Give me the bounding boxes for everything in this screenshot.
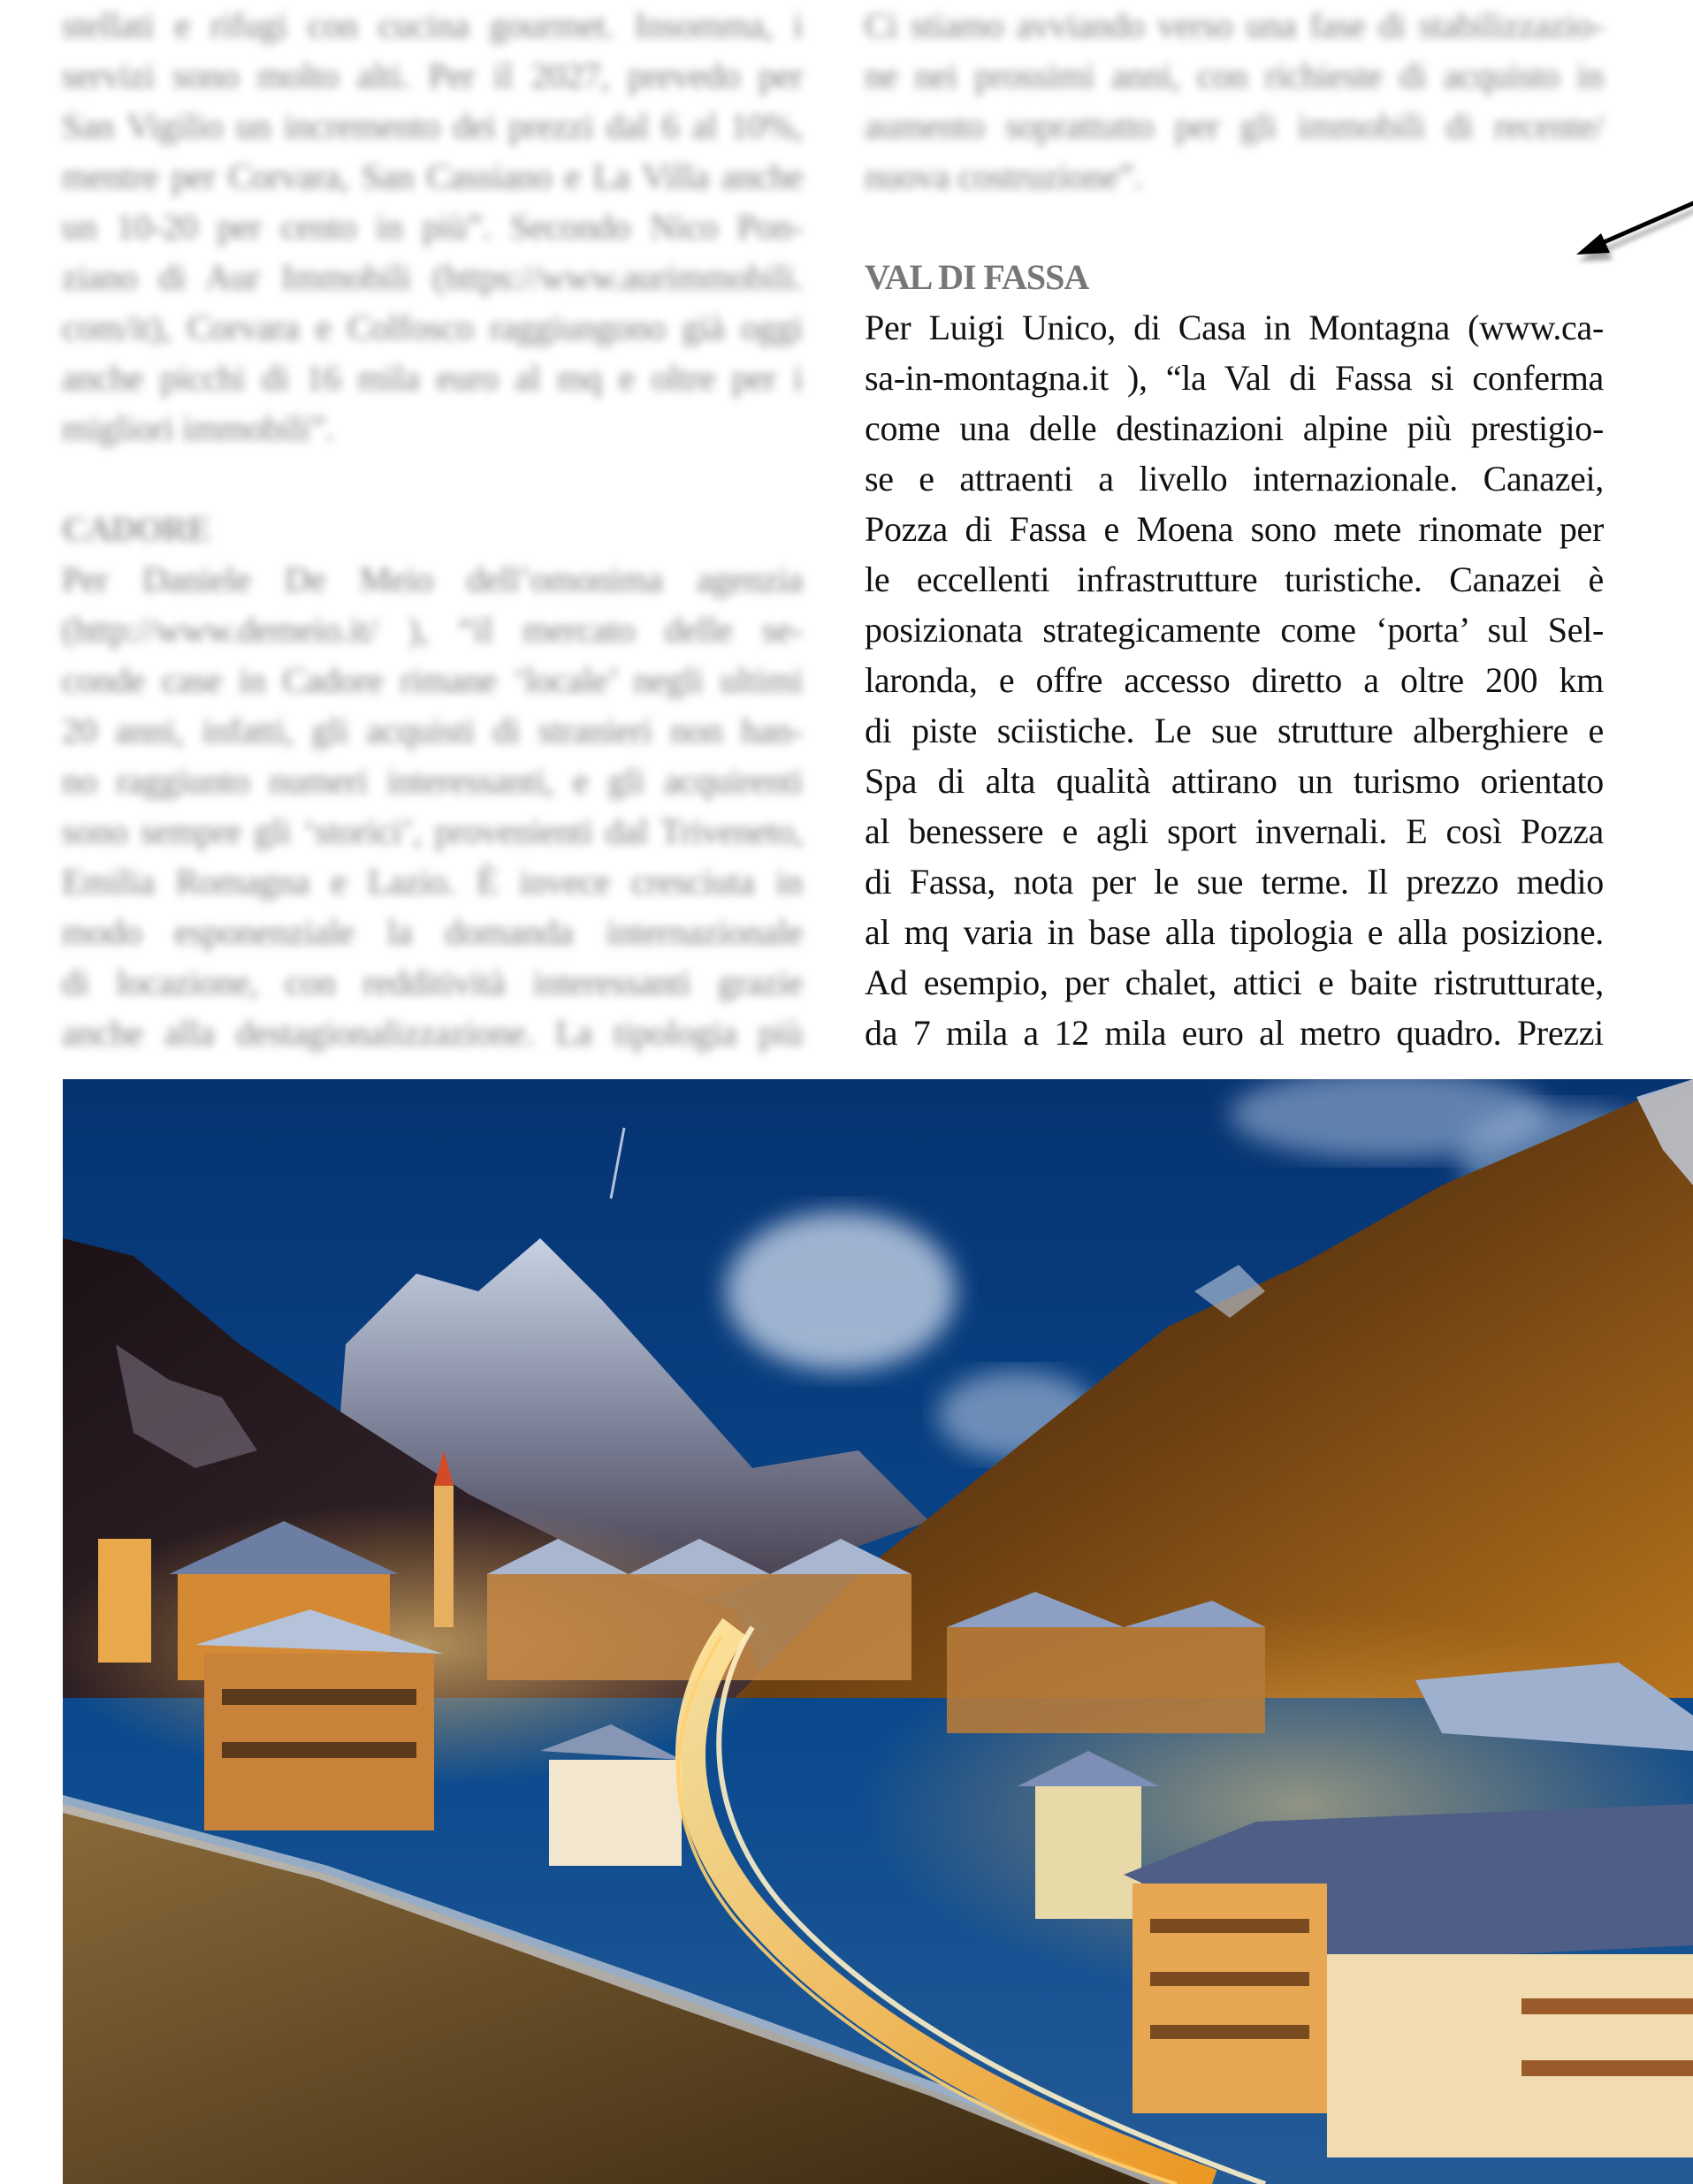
village-night-photo xyxy=(63,1079,1693,2184)
text-line: com/it), Corvara e Colfosco raggiungono già oggi xyxy=(62,308,803,347)
text-line: San Vigilio un incremento dei prezzi dal 6 al 10%, xyxy=(62,106,803,146)
arrow-pointer-icon xyxy=(1569,194,1693,265)
text-line: Ad esempio, per chalet, attici e baite ristrutturate, xyxy=(865,963,1604,1002)
paragraph-gap xyxy=(62,453,803,504)
text-line: posizionata strategicamente come ‘porta’ sul Sel- xyxy=(865,610,1604,650)
text-line: modo esponenziale la domanda internazionale xyxy=(62,912,803,952)
text-line: come una delle destinazioni alpine più prestigio- xyxy=(865,408,1604,448)
val-di-fassa-paragraph xyxy=(865,302,1604,1058)
text-line: laronda, e offre accesso diretto a oltre 200 km xyxy=(865,660,1604,700)
text-line: anche alla destagionalizzazione. La tipologia più xyxy=(62,1013,803,1053)
text-line: conde case in Cadore rimane ‘locale’ negli ultimi xyxy=(62,660,803,700)
text-line: (http://www.demeio.it/ ), “il mercato delle se- xyxy=(62,610,803,650)
text-line: sono sempre gli ‘storici’, provenienti dal Triveneto, xyxy=(62,811,803,851)
text-line: un 10-20 per cento in più”. Secondo Nico Pon- xyxy=(62,207,803,247)
text-line: da 7 mila a 12 mila euro al metro quadro. Prezzi xyxy=(865,1013,1604,1053)
text-line: no raggiunto numeri interessanti, e gli acquirenti xyxy=(62,761,803,801)
text-line: servizi sono molto alti. Per il 2027, prevedo per xyxy=(62,56,803,95)
text-line: nuova costruzione”. xyxy=(865,156,1143,196)
text-line: stellati e rifugi con cucina gourmet. Insomma, i xyxy=(62,5,803,45)
cadore-paragraph xyxy=(62,554,803,1058)
text-line: Per Luigi Unico, di Casa in Montagna (www.ca- xyxy=(865,308,1604,347)
text-line: di Fassa, nota per le sue terme. Il prezzo medio xyxy=(865,862,1604,902)
text-line: sa-in-montagna.it ), “la Val di Fassa si conferma xyxy=(865,358,1604,398)
text-line: anche picchi di 16 mila euro al mq e oltre per i xyxy=(62,358,803,398)
text-line: Spa di alta qualità attirano un turismo orientato xyxy=(865,761,1604,801)
text-line: mentre per Corvara, San Cassiano e La Villa anche xyxy=(62,156,803,196)
text-line: al benessere e agli sport invernali. E così Pozza xyxy=(865,811,1604,851)
text-line: ne nei prossimi anni, con richieste di acquisto in xyxy=(865,56,1604,95)
left-column-blurred xyxy=(62,0,803,1058)
text-line: migliori immobili”. xyxy=(62,408,334,448)
text-line: al mq varia in base alla tipologia e alla posizione. xyxy=(865,912,1604,952)
text-line: Pozza di Fassa e Moena sono mete rinomate per xyxy=(865,509,1604,549)
text-line: se e attraenti a livello internazionale. Canazei, xyxy=(865,459,1604,498)
text-line: 20 anni, infatti, gli acquisti di stranieri non han- xyxy=(62,711,803,750)
text-line: Emilia Romagna e Lazio. È invece cresciuta in xyxy=(62,862,803,902)
text-line: le eccellenti infrastrutture turistiche. Canazei è xyxy=(865,559,1604,599)
photo-illustration xyxy=(63,1079,1693,2184)
section-heading-cadore: CADORE xyxy=(62,509,210,549)
text-line: di locazione, con redditività interessanti grazie xyxy=(62,963,803,1002)
text-line: Per Daniele De Meio dell’omonima agenzia xyxy=(62,559,803,599)
left-top-paragraph xyxy=(62,0,803,453)
text-line: aumento soprattutto per gli immobili di recente/ xyxy=(865,106,1604,146)
right-top-paragraph-blurred xyxy=(865,0,1604,202)
paragraph-gap xyxy=(865,202,1604,252)
text-line: ziano di Aur Immobili (https://www.aurimmobili. xyxy=(62,257,803,297)
section-heading-val-di-fassa: VAL DI FASSA xyxy=(865,257,1089,297)
text-line: Ci stiamo avviando verso una fase di stabilizzazio- xyxy=(865,5,1604,45)
right-column xyxy=(865,0,1604,1058)
text-line: di piste sciistiche. Le sue strutture alberghiere e xyxy=(865,711,1604,750)
